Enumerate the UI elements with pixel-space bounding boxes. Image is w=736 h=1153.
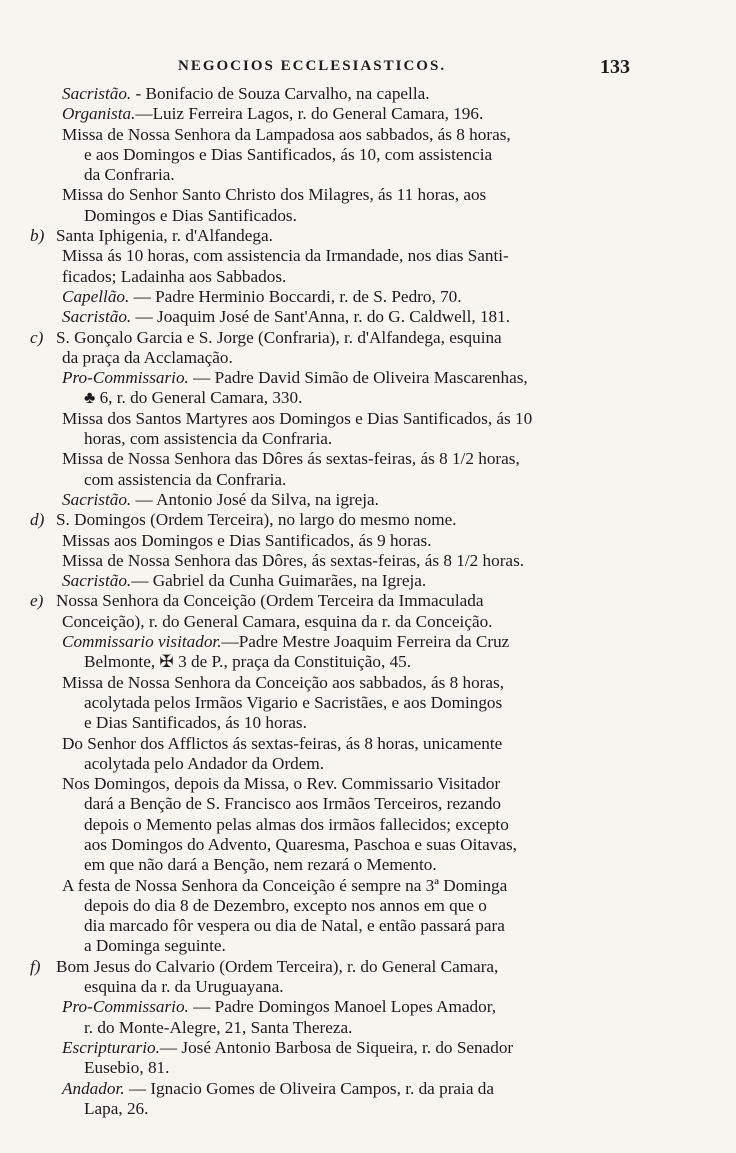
line-content [84, 145, 492, 165]
text-line-l36 [0, 794, 736, 814]
text-line-l15 [0, 368, 736, 388]
text-line-l50 [0, 1079, 736, 1099]
line-text: com assistencia da Confraria. [84, 469, 287, 489]
line-content [84, 1058, 169, 1078]
text-line-l25 [0, 571, 736, 591]
line-content [62, 104, 483, 124]
text-line-l35 [0, 774, 736, 794]
line-text: Eusebio, 81. [84, 1058, 170, 1078]
line-text: — Padre David Simão de Oliveira Mascarenhas, [188, 368, 528, 388]
line-text: — Padre Domingos Manoel Lopes Amador, [188, 997, 497, 1017]
line-text: Lapa, 26. [84, 1098, 149, 1118]
text-line-l42 [0, 916, 736, 936]
role-label: Escripturario. [62, 1037, 160, 1057]
line-content [84, 855, 437, 875]
line-content [62, 368, 528, 388]
line-text: Nossa Senhora da Conceição (Ordem Terceira da Immaculada [56, 591, 484, 611]
text-line-l18 [0, 429, 736, 449]
line-text: e aos Domingos e Dias Santificados, ás 10, com assistencia [84, 144, 493, 164]
line-content [84, 652, 411, 672]
line-content [84, 754, 324, 774]
line-text: dará a Benção de S. Francisco aos Irmãos Terceiros, rezando [84, 794, 502, 814]
text-line-l24 [0, 551, 736, 571]
line-text: r. do Monte-Alegre, 21, Santa Thereza. [84, 1017, 353, 1037]
line-text: Missa de Nossa Senhora das Dôres, ás sextas-feiras, ás 8 1/2 horas. [62, 550, 525, 570]
role-label: Pro-Commissario. [62, 368, 189, 388]
line-content [56, 957, 498, 977]
text-line-l17 [0, 409, 736, 429]
line-content [84, 713, 307, 733]
text-line-l44 [0, 957, 736, 977]
line-text: Bom Jesus do Calvario (Ordem Terceira), r. do General Camara, [56, 956, 499, 976]
line-text: esquina da r. da Uruguayana. [84, 977, 284, 997]
line-text: Missa de Nossa Senhora das Dôres ás sextas-feiras, ás 8 1/2 horas, [62, 449, 520, 469]
role-label: Sacristão. [62, 307, 132, 327]
text-line-l33 [0, 734, 736, 754]
line-content [62, 287, 462, 307]
line-content [56, 510, 457, 530]
line-content [84, 429, 332, 449]
text-line-l03 [0, 125, 736, 145]
section-marker: e) [30, 591, 44, 611]
text-line-l26 [0, 591, 736, 611]
text-line-l27 [0, 612, 736, 632]
text-line-l40 [0, 876, 736, 896]
text-line-l08 [0, 226, 736, 246]
line-content [62, 185, 486, 205]
line-content [84, 977, 284, 997]
line-content [56, 328, 502, 348]
text-line-l07 [0, 206, 736, 226]
line-text: Do Senhor dos Afflictos ás sextas-feiras, ás 8 horas, unicamente [62, 733, 503, 753]
line-content [62, 531, 432, 551]
line-content [84, 470, 286, 490]
text-line-l12 [0, 307, 736, 327]
line-content [62, 449, 520, 469]
line-content [56, 226, 273, 246]
line-text: aos Domingos do Advento, Quaresma, Paschoa e suas Oitavas, [84, 834, 517, 854]
line-content [84, 206, 297, 226]
section-marker: d) [30, 510, 45, 530]
text-line-l34 [0, 754, 736, 774]
text-line-l21 [0, 490, 736, 510]
text-line-l48 [0, 1038, 736, 1058]
line-text: ficados; Ladainha aos Sabbados. [62, 266, 287, 286]
role-label: Sacristão. [62, 489, 132, 509]
text-line-l09 [0, 246, 736, 266]
text-line-l13 [0, 328, 736, 348]
line-content [84, 936, 226, 956]
line-text: Missa de Nossa Senhora da Conceição aos sabbados, ás 8 horas, [62, 672, 504, 692]
text-line-l01 [0, 84, 736, 104]
running-title: NEGOCIOS ECCLESIASTICOS. [178, 58, 447, 74]
line-text: — Padre Herminio Boccardi, r. de S. Pedro, 70. [129, 286, 462, 306]
text-line-l32 [0, 713, 736, 733]
line-content [62, 267, 286, 287]
line-text: acolytada pelos Irmãos Vigario e Sacristães, e aos Domingos [84, 692, 503, 712]
line-content [62, 632, 509, 652]
line-text: da praça da Acclamação. [62, 347, 233, 367]
line-content [62, 612, 492, 632]
text-line-l14 [0, 348, 736, 368]
line-text: da Confraria. [84, 165, 175, 185]
line-text: —Padre Mestre Joaquim Ferreira da Cruz [221, 632, 510, 652]
role-label: Commissario visitador. [62, 632, 222, 652]
text-line-l28 [0, 632, 736, 652]
section-marker: b) [30, 226, 45, 246]
text-line-l45 [0, 977, 736, 997]
line-text: em que não dará a Benção, nem rezará o Memento. [84, 855, 437, 875]
line-text: — Antonio José da Silva, na igreja. [131, 489, 379, 509]
line-text: Belmonte, ✠ 3 de P., praça da Constituição, 45. [84, 652, 412, 672]
line-content [62, 409, 532, 429]
line-content [84, 1099, 148, 1119]
text-line-l23 [0, 531, 736, 551]
text-line-l11 [0, 287, 736, 307]
line-content [62, 1079, 494, 1099]
text-line-l41 [0, 896, 736, 916]
line-text: Nos Domingos, depois da Missa, o Rev. Commissario Visitador [62, 774, 501, 794]
role-label: Organista. [62, 104, 136, 124]
line-text: —Luiz Ferreira Lagos, r. do General Camara, 196. [135, 104, 484, 124]
text-line-l19 [0, 449, 736, 469]
line-text: Missa dos Santos Martyres aos Domingos e Dias Santificados, ás 10 [62, 408, 533, 428]
line-text: A festa de Nossa Senhora da Conceição é sempre na 3ª Dominga [62, 875, 508, 895]
text-line-l29 [0, 652, 736, 672]
text-line-l22 [0, 510, 736, 530]
section-marker: c) [30, 327, 44, 347]
line-content [84, 1018, 352, 1038]
line-text: Missas aos Domingos e Dias Santificados, ás 9 horas. [62, 530, 432, 550]
line-content [62, 490, 379, 510]
line-text: - Bonifacio de Souza Carvalho, na capella. [131, 84, 430, 103]
text-line-l02 [0, 104, 736, 124]
text-line-l38 [0, 835, 736, 855]
line-text: — Gabriel da Cunha Guimarães, na Igreja. [131, 571, 427, 591]
line-content [62, 774, 500, 794]
line-text: a Dominga seguinte. [84, 936, 226, 956]
line-text: acolytada pelo Andador da Ordem. [84, 753, 325, 773]
line-text: depois do dia 8 de Dezembro, excepto nos annos em que o [84, 895, 487, 915]
line-content [62, 571, 426, 591]
line-content [56, 591, 484, 611]
page-header [0, 56, 736, 84]
line-content [84, 815, 509, 835]
line-content [84, 388, 302, 408]
line-content [62, 551, 524, 571]
text-line-l37 [0, 815, 736, 835]
line-text: Missa de Nossa Senhora da Lampadosa aos sabbados, ás 8 horas, [62, 124, 511, 144]
text-line-l16 [0, 388, 736, 408]
line-content [62, 348, 233, 368]
line-content [84, 896, 487, 916]
line-content [84, 835, 517, 855]
text-line-l20 [0, 470, 736, 490]
text-line-l49 [0, 1058, 736, 1078]
line-content [62, 876, 507, 896]
line-text: S. Gonçalo Garcia e S. Jorge (Confraria), r. d'Alfandega, esquina [56, 327, 502, 347]
role-label: Sacristão. [62, 84, 132, 103]
line-content [84, 165, 175, 185]
line-content [84, 693, 502, 713]
role-label: Capellão. [62, 286, 130, 306]
page-number: 133 [600, 56, 630, 78]
text-line-l05 [0, 165, 736, 185]
line-text: horas, com assistencia da Confraria. [84, 429, 333, 449]
line-content [62, 84, 430, 104]
line-text: Missa do Senhor Santo Christo dos Milagres, ás 11 horas, aos [62, 185, 487, 205]
line-text: Santa Iphigenia, r. d'Alfandega. [56, 226, 273, 246]
line-content [62, 246, 509, 266]
role-label: Pro-Commissario. [62, 997, 189, 1017]
role-label: Sacristão. [62, 571, 132, 591]
line-content [62, 734, 502, 754]
line-content [62, 1038, 513, 1058]
text-line-l43 [0, 936, 736, 956]
line-text: S. Domingos (Ordem Terceira), no largo do mesmo nome. [56, 510, 457, 530]
line-content [84, 916, 505, 936]
text-line-l10 [0, 267, 736, 287]
section-marker: f) [30, 956, 41, 976]
text-line-l06 [0, 185, 736, 205]
line-content [62, 125, 511, 145]
line-text: — Ignacio Gomes de Oliveira Campos, r. da praia da [124, 1078, 494, 1098]
text-line-l47 [0, 1018, 736, 1038]
text-line-l04 [0, 145, 736, 165]
line-text: depois o Memento pelas almas dos irmãos fallecidos; excepto [84, 814, 509, 834]
line-text: — José Antonio Barbosa de Siqueira, r. do Senador [159, 1037, 514, 1057]
line-content [84, 794, 501, 814]
line-content [62, 997, 496, 1017]
line-text: Domingos e Dias Santificados. [84, 205, 297, 225]
line-text: Conceição), r. do General Camara, esquina da r. da Conceição. [62, 611, 493, 631]
line-text: e Dias Santificados, ás 10 horas. [84, 713, 307, 733]
text-line-l30 [0, 673, 736, 693]
line-content [62, 307, 510, 327]
line-text: dia marcado fôr vespera ou dia de Natal, e então passará para [84, 916, 505, 936]
line-text: ♣ 6, r. do General Camara, 330. [84, 388, 303, 408]
role-label: Andador. [62, 1078, 125, 1098]
text-line-l31 [0, 693, 736, 713]
line-text: — Joaquim José de Sant'Anna, r. do G. Caldwell, 181. [131, 307, 511, 327]
text-line-l51 [0, 1099, 736, 1119]
text-line-l46 [0, 997, 736, 1017]
line-content [62, 673, 504, 693]
line-text: Missa ás 10 horas, com assistencia da Irmandade, nos dias Santi- [62, 246, 509, 266]
text-line-l39 [0, 855, 736, 875]
document-body [0, 84, 736, 1119]
